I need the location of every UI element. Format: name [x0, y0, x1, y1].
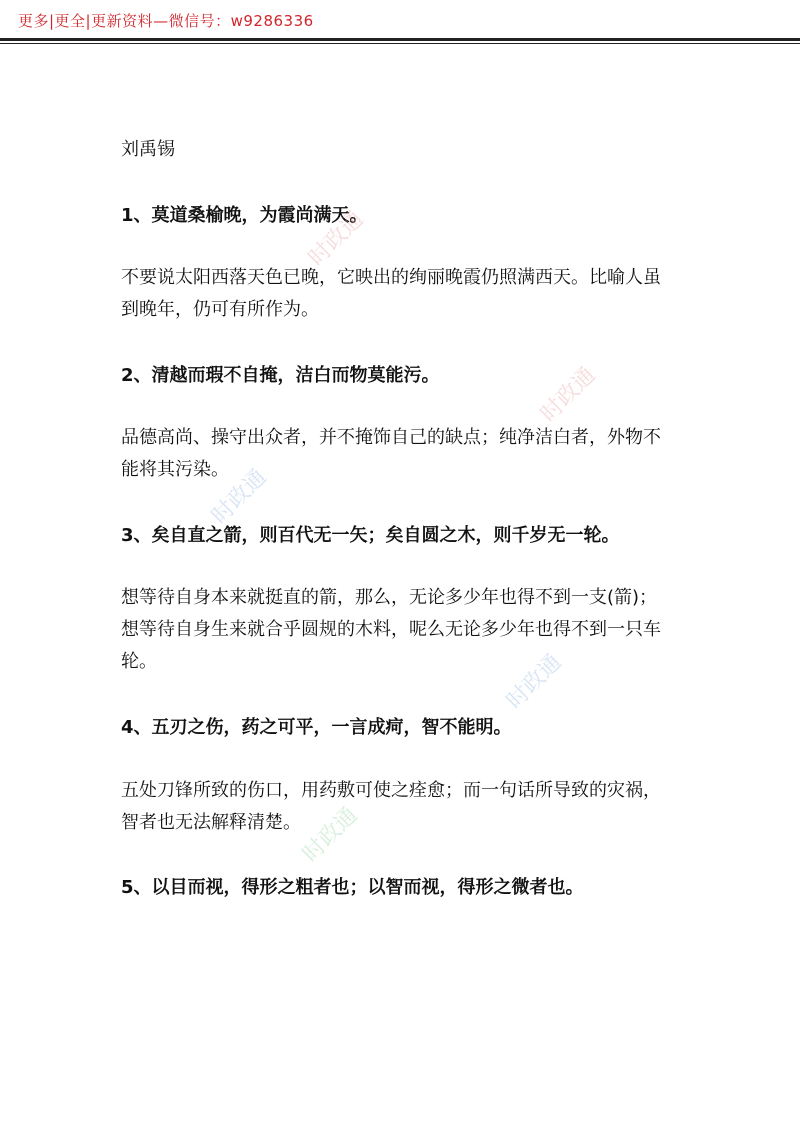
watermark-stamp: 时政通 — [536, 362, 601, 428]
header-divider — [0, 38, 800, 41]
header-divider-thin — [0, 43, 800, 44]
watermark-stamp: 时政通 — [298, 802, 363, 868]
section-body-3: 想等待自身本来就挺直的箭，那么，无论多少年也得不到一支(箭)；想等待自身生来就合乎圆规的木料，呢么无论多少年也得不到一只车轮。 — [121, 587, 661, 672]
section-body-2: 品德高尚、操守出众者，并不掩饰自己的缺点；纯净洁白者，外物不能将其污染。 — [121, 427, 661, 480]
watermark-stamp: 时政通 — [207, 464, 272, 530]
section-heading-4: 4、五刃之伤，药之可平，一言成疴，智不能明。 — [121, 717, 512, 738]
section-body-4: 五处刀锋所致的伤口，用药敷可使之痊愈；而一句话所导致的灾祸，智者也无法解释清楚。 — [121, 780, 661, 833]
section-heading-5: 5、以目而视，得形之粗者也；以智而视，得形之微者也。 — [121, 877, 584, 898]
section-body-1: 不要说太阳西落天色已晚，它映出的绚丽晚霞仍照满西天。比喻人虽到晚年，仍可有所作为。 — [121, 267, 661, 320]
section-heading-2: 2、清越而瑕不自掩，洁白而物莫能污。 — [121, 365, 440, 386]
author-name: 刘禹锡 — [121, 139, 175, 160]
header-contact-text: 更多|更全|更新资料—微信号：w9286336 — [18, 12, 314, 30]
section-heading-3: 3、矣自直之箭，则百代无一矢；矣自圆之木，则千岁无一轮。 — [121, 525, 620, 546]
watermark-stamp: 时政通 — [304, 206, 369, 272]
section-heading-1: 1、莫道桑榆晚，为霞尚满天。 — [121, 205, 368, 226]
watermark-stamp: 时政通 — [502, 649, 567, 715]
